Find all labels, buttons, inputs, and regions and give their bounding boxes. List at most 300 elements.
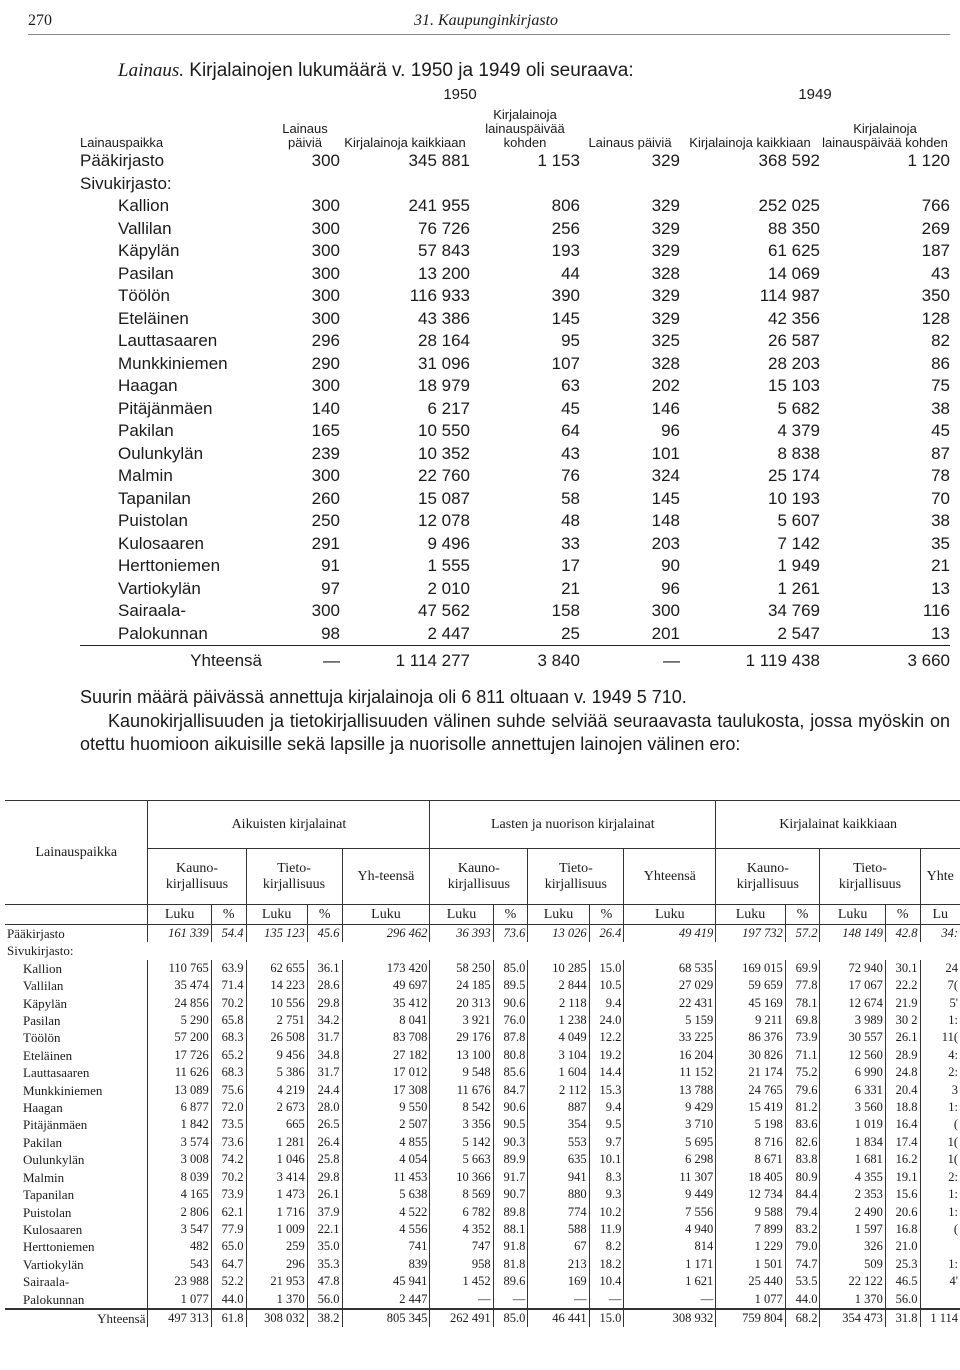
cell-value: 76 726 [418, 218, 470, 238]
cell-value: 17 726 [148, 1047, 211, 1064]
cell-value: 145 [651, 488, 680, 508]
cell-value: 5 607 [777, 511, 820, 530]
cell-value: 588 [528, 1221, 589, 1238]
cell-value: 34.2 [307, 1012, 342, 1029]
cell-value: 5 142 [430, 1134, 493, 1151]
table-row [5, 1273, 960, 1290]
cell-value: 9.5 [589, 1116, 624, 1133]
table-row [5, 995, 960, 1012]
place-name: Pasilan [118, 263, 174, 283]
cell-value: 250 [311, 511, 340, 530]
table-row [80, 465, 950, 488]
cell-value: 9 429 [624, 1099, 716, 1116]
cell-value: 10 352 [418, 443, 470, 463]
unit-count: Luku [342, 905, 430, 925]
cell-value: 85.6 [493, 1064, 528, 1081]
cell-value: 24 [920, 960, 960, 977]
table-row [80, 150, 950, 173]
cell-value: 27 182 [342, 1047, 430, 1064]
place-name: Vallilan [118, 218, 172, 238]
total-value: 354 473 [820, 1309, 885, 1327]
cell-value: 165 [311, 421, 340, 440]
cell-value: 1 501 [716, 1256, 785, 1273]
cell-value: 1: [920, 1256, 960, 1273]
fiction-table [5, 800, 960, 1327]
cell-value: 239 [311, 443, 340, 463]
cell-value: 256 [551, 218, 580, 238]
cell-value: 89.6 [493, 1273, 528, 1290]
cell-value: 158 [551, 601, 580, 620]
cell-value: 11.9 [589, 1221, 624, 1238]
cell-value: 11 152 [624, 1064, 716, 1081]
cell-value: 12 078 [418, 511, 470, 530]
cell-value: 6 331 [820, 1082, 885, 1099]
cell-value: 169 015 [716, 960, 785, 977]
cell-value: 1 834 [820, 1134, 885, 1151]
cell-value: 90.3 [493, 1134, 528, 1151]
unit-percent: % [493, 905, 528, 925]
cell-value: 197 732 [716, 925, 785, 943]
table-row [80, 308, 950, 331]
cell-value: 34.8 [307, 1047, 342, 1064]
cell-value: 2 751 [246, 1012, 307, 1029]
cell-value: 1 681 [820, 1151, 885, 1168]
cell-value: 12.2 [589, 1029, 624, 1046]
page-number: 270 [28, 12, 52, 29]
cell-value: 2 112 [528, 1082, 589, 1099]
cell-value: 4' [920, 1273, 960, 1290]
cell-value: 57 200 [148, 1029, 211, 1046]
total-value: 1 114 [920, 1309, 960, 1327]
table-row [5, 1204, 960, 1221]
cell-value: 95 [561, 331, 580, 350]
cell-value: 3 560 [820, 1099, 885, 1116]
cell-value: 958 [430, 1256, 493, 1273]
cell-value: 11 626 [148, 1064, 211, 1081]
cell-value: 1 604 [528, 1064, 589, 1081]
cell-value: 300 [311, 286, 340, 305]
cell-value: 28.0 [307, 1099, 342, 1116]
table-row [5, 1029, 960, 1046]
table-row [5, 1186, 960, 1203]
place-name: Pääkirjasto [7, 926, 65, 941]
cell-value: 300 [651, 601, 680, 620]
cell-value: 1 153 [537, 151, 580, 170]
total-value: 46 441 [528, 1309, 589, 1327]
cell-value: 741 [342, 1238, 430, 1255]
cell-value: 24 765 [716, 1082, 785, 1099]
cell-value: 91.7 [493, 1169, 528, 1186]
total-value: 3 660 [820, 646, 950, 673]
cell-value: 18.2 [589, 1256, 624, 1273]
place-name: Sairaala- [118, 601, 187, 620]
cell-value: 1 370 [246, 1291, 307, 1309]
cell-value: 37.9 [307, 1204, 342, 1221]
place-name: Palokunnan [23, 1291, 85, 1307]
cell-value: 83.8 [785, 1151, 820, 1168]
cell-value: 17 012 [342, 1064, 430, 1081]
cell-value: 79.6 [785, 1082, 820, 1099]
cell-value: 33 225 [624, 1029, 716, 1046]
unit-count: Luku [528, 905, 589, 925]
table-row [5, 1116, 960, 1133]
total-value: 31.8 [885, 1309, 920, 1327]
cell-value: 1: [920, 1099, 960, 1116]
cell-value: 19.2 [589, 1047, 624, 1064]
cell-value: 28.6 [307, 977, 342, 994]
cell-value: 300 [311, 601, 340, 620]
total-value: 759 804 [716, 1309, 785, 1327]
cell-value: 83 708 [342, 1029, 430, 1046]
cell-value: 3 008 [148, 1151, 211, 1168]
cell-value: 78 [931, 466, 950, 485]
cell-value: 880 [528, 1186, 589, 1203]
cell-value: 9 550 [342, 1099, 430, 1116]
cell-value: 43 [561, 443, 580, 463]
cell-value: 49 419 [624, 925, 716, 943]
cell-value: 25.3 [885, 1256, 920, 1273]
adult-total: Yh-teensä [342, 849, 430, 905]
place-name: Lauttasaaren [118, 331, 218, 350]
cell-value: 89.5 [493, 977, 528, 994]
cell-value: 9 211 [716, 1012, 785, 1029]
unit-count: Luku [624, 905, 716, 925]
paragraph-max-day: Suurin määrä päivässä annettuja kirjalainoja oli 6 811 oltuaan v. 1949 5 710. [80, 687, 687, 707]
cell-value: 10 550 [418, 421, 470, 440]
cell-value: 3 547 [148, 1221, 211, 1238]
cell-value: 15.3 [589, 1082, 624, 1099]
cell-value: 9.7 [589, 1134, 624, 1151]
cell-value: 1 621 [624, 1273, 716, 1290]
cell-value: 173 420 [342, 960, 430, 977]
place-name: Eteläinen [118, 308, 189, 328]
cell-value: 25 [561, 623, 580, 643]
cell-value: 64 [561, 421, 580, 440]
cell-value: 148 149 [820, 925, 885, 943]
cell-value: 58 [561, 488, 580, 508]
cell-value: 31 096 [418, 353, 470, 373]
cell-value: 36.1 [307, 960, 342, 977]
cell-value: 2: [920, 1169, 960, 1186]
cell-value: 1 842 [148, 1116, 211, 1133]
cell-value: 45 [931, 421, 950, 440]
cell-value: 61 625 [768, 241, 820, 260]
cell-value: 24 185 [430, 977, 493, 994]
cell-value: 24.8 [885, 1064, 920, 1081]
cell-value: 45 169 [716, 995, 785, 1012]
unit-count: Luku [148, 905, 211, 925]
cell-value: 3 574 [148, 1134, 211, 1151]
total-value: 308 032 [246, 1309, 307, 1327]
cell-value: 45 [561, 398, 580, 418]
cell-value: 326 [820, 1238, 885, 1255]
cell-value: 25 174 [768, 466, 820, 485]
cell-value: 6 782 [430, 1204, 493, 1221]
cell-value: 5 663 [430, 1151, 493, 1168]
cell-value: 329 [651, 218, 680, 238]
cell-value: 1 077 [716, 1291, 785, 1309]
cell-value: 140 [311, 398, 340, 418]
table-row [5, 1169, 960, 1186]
cell-value: 91 [321, 556, 340, 575]
cell-value: 9 496 [427, 533, 470, 553]
cell-value: 6 990 [820, 1064, 885, 1081]
total-row [80, 646, 950, 673]
cell-value: 30.1 [885, 960, 920, 977]
table-row [80, 443, 950, 466]
cell-value: 35 412 [342, 995, 430, 1012]
unit-count: Luku [430, 905, 493, 925]
place-name: Vallilan [23, 978, 64, 994]
cell-value: 324 [651, 466, 680, 485]
cell-value: 74.2 [211, 1151, 246, 1168]
cell-value: 12 734 [716, 1186, 785, 1203]
cell-value: 52.2 [211, 1273, 246, 1290]
cell-value: 13 200 [418, 263, 470, 283]
unit-count: Lu [920, 905, 960, 925]
cell-value: 18.8 [885, 1099, 920, 1116]
cell-value: 328 [651, 353, 680, 373]
cell-value: 86 376 [716, 1029, 785, 1046]
cell-value: 110 765 [148, 960, 211, 977]
place-name: Käpylän [118, 241, 180, 260]
cell-value: 85.0 [493, 960, 528, 977]
cell-value: 30 557 [820, 1029, 885, 1046]
cell-value: 89.8 [493, 1204, 528, 1221]
cell-value: 2 844 [528, 977, 589, 994]
cell-value: 203 [651, 533, 680, 553]
cell-value: 87.8 [493, 1029, 528, 1046]
place-name: Oulunkylän [23, 1152, 85, 1168]
sivukirjasto-label: Sivukirjasto: [80, 173, 172, 193]
total-row [5, 1309, 960, 1327]
cell-value: 15 087 [418, 488, 470, 508]
cell-value: 57 843 [418, 241, 470, 260]
cell-value: 8 838 [777, 443, 820, 463]
cell-value: 91.8 [493, 1238, 528, 1255]
cell-value: 63 [561, 376, 580, 395]
place-name: Pakilan [118, 421, 174, 440]
col-days-1949: Lainaus päiviä [588, 135, 672, 150]
cell-value: 82 [931, 331, 950, 350]
total-value: 3 840 [470, 646, 580, 673]
cell-value: 128 [921, 308, 950, 328]
cell-value: 22.2 [885, 977, 920, 994]
cell-value: 1 370 [820, 1291, 885, 1309]
cell-value: 1 716 [246, 1204, 307, 1221]
cell-value: 300 [311, 151, 340, 170]
cell-value: 1 009 [246, 1221, 307, 1238]
place-name: Herttoniemen [118, 556, 221, 575]
table-row [80, 398, 950, 421]
col-total-1949: Kirjalainoja kaikkiaan [689, 135, 811, 150]
cell-value: 13 [931, 623, 950, 643]
cell-value: 26.5 [307, 1116, 342, 1133]
cell-value: 635 [528, 1151, 589, 1168]
unit-count: Luku [716, 905, 785, 925]
cell-value: 300 [311, 218, 340, 238]
cell-value: 28.9 [885, 1047, 920, 1064]
place-name: Vartiokylän [23, 1256, 84, 1272]
cell-value: 2 806 [148, 1204, 211, 1221]
cell-value: 325 [651, 331, 680, 350]
cell-value: 3 414 [246, 1169, 307, 1186]
cell-value [920, 1291, 960, 1309]
cell-value: 21 [931, 556, 950, 575]
page-header [28, 10, 950, 35]
place-name: Pasilan [23, 1013, 61, 1029]
cell-value: — [589, 1291, 624, 1309]
cell-value: 8 671 [716, 1151, 785, 1168]
place-name: Käpylän [23, 995, 68, 1011]
cell-value: 24.4 [307, 1082, 342, 1099]
cell-value: 329 [651, 286, 680, 305]
cell-value: 26 508 [246, 1029, 307, 1046]
cell-value: 4 049 [528, 1029, 589, 1046]
cell-value: 26.1 [307, 1186, 342, 1203]
table-row [80, 420, 950, 443]
table-row [80, 285, 950, 308]
cell-value: 9.3 [589, 1186, 624, 1203]
cell-value: 3 710 [624, 1116, 716, 1133]
cell-value: 1 261 [777, 578, 820, 598]
cell-value: 101 [651, 443, 680, 463]
cell-value: 15 419 [716, 1099, 785, 1116]
cell-value: 4 855 [342, 1134, 430, 1151]
cell-value: 24 856 [148, 995, 211, 1012]
cell-value: 53.5 [785, 1273, 820, 1290]
cell-value: 76 [561, 466, 580, 485]
total-value: 1 114 277 [340, 646, 470, 673]
cell-value: 23 988 [148, 1273, 211, 1290]
cell-value: — [493, 1291, 528, 1309]
place-name: Puistolan [23, 1204, 72, 1220]
cell-value: 329 [651, 241, 680, 260]
youth-total: Yhteensä [624, 849, 716, 905]
cell-value: 1 281 [246, 1134, 307, 1151]
place-name: Pakilan [23, 1134, 62, 1150]
cell-value: 75.6 [211, 1082, 246, 1099]
cell-value: 74.7 [785, 1256, 820, 1273]
cell-value: 89.9 [493, 1151, 528, 1168]
cell-value: 806 [551, 196, 580, 215]
cell-value: 96 [661, 578, 680, 598]
unit-percent: % [211, 905, 246, 925]
cell-value: 57.2 [785, 925, 820, 943]
group-youth: Lasten ja nuorison kirjalainat [430, 801, 716, 849]
cell-value: 16.2 [885, 1151, 920, 1168]
cell-value: 49 697 [342, 977, 430, 994]
cell-value: 12 560 [820, 1047, 885, 1064]
cell-value: 13 788 [624, 1082, 716, 1099]
cell-value: 4 165 [148, 1186, 211, 1203]
place-name: Kallion [118, 196, 170, 215]
cell-value: 44 [561, 263, 580, 283]
cell-value: 213 [528, 1256, 589, 1273]
cell-value: 814 [624, 1238, 716, 1255]
cell-value: 47 562 [418, 601, 470, 620]
cell-value: 553 [528, 1134, 589, 1151]
cell-value: 10.4 [589, 1273, 624, 1290]
cell-value: 20.4 [885, 1082, 920, 1099]
cell-value: 329 [651, 196, 680, 215]
cell-value: 8 542 [430, 1099, 493, 1116]
all-kauno: Kauno-kirjallisuus [716, 849, 820, 905]
cell-value: 4 522 [342, 1204, 430, 1221]
place-name: Töölön [23, 1030, 61, 1046]
cell-value: 20 313 [430, 995, 493, 1012]
cell-value: 73.5 [211, 1116, 246, 1133]
cell-value: 2: [920, 1064, 960, 1081]
cell-value: 354 [528, 1116, 589, 1133]
table-row [80, 488, 950, 511]
cell-value: 201 [651, 623, 680, 643]
table-row [5, 1291, 960, 1309]
total-label: Yhteensä [5, 1309, 148, 1327]
cell-value: 300 [311, 241, 340, 260]
cell-value: 1: [920, 1012, 960, 1029]
col-total-1950: Kirjalainoja kaikkiaan [344, 135, 466, 150]
cell-value: 350 [921, 286, 950, 305]
total-value: 1 119 438 [680, 646, 820, 673]
cell-value: 3 356 [430, 1116, 493, 1133]
cell-value: 48 [561, 511, 580, 530]
cell-value: 8 569 [430, 1186, 493, 1203]
cell-value: 98 [321, 623, 340, 643]
cell-value: 35 474 [148, 977, 211, 994]
cell-value: 7( [920, 977, 960, 994]
cell-value: 42 356 [768, 308, 820, 328]
cell-value: 30 2 [885, 1012, 920, 1029]
cell-value: 12 674 [820, 995, 885, 1012]
cell-value: 2 490 [820, 1204, 885, 1221]
cell-value: 83.6 [785, 1116, 820, 1133]
year-1949: 1949 [798, 86, 832, 103]
table-row [5, 1238, 960, 1255]
cell-value: 4 940 [624, 1221, 716, 1238]
cell-value: 839 [342, 1256, 430, 1273]
cell-value: 29.8 [307, 995, 342, 1012]
table-row [5, 1012, 960, 1029]
cell-value: 9 456 [246, 1047, 307, 1064]
group-adult: Aikuisten kirjalainat [148, 801, 430, 849]
col-perday-1950: Kirjalainoja lainauspäivää kohden [485, 107, 565, 150]
cell-value: 291 [311, 533, 340, 553]
cell-value: 90.7 [493, 1186, 528, 1203]
cell-value: 44.0 [211, 1291, 246, 1309]
cell-value: 15.0 [589, 960, 624, 977]
cell-value: 45 941 [342, 1273, 430, 1290]
cell-value [920, 1238, 960, 1255]
cell-value: 72.0 [211, 1099, 246, 1116]
col-perday-1949: Kirjalainoja lainauspäivää kohden [822, 121, 948, 150]
cell-value: 68 535 [624, 960, 716, 977]
cell-value: 38 [931, 511, 950, 530]
table-row [80, 263, 950, 286]
place-name: Munkkiniemen [23, 1082, 103, 1098]
cell-value: 290 [311, 353, 340, 373]
cell-value: 766 [921, 196, 950, 215]
cell-value: 71.4 [211, 977, 246, 994]
cell-value: 5 638 [342, 1186, 430, 1203]
cell-value: 202 [651, 376, 680, 395]
cell-value: 747 [430, 1238, 493, 1255]
table-row [5, 1221, 960, 1238]
cell-value: 1 597 [820, 1221, 885, 1238]
cell-value: 13 [931, 578, 950, 598]
cell-value: 4 054 [342, 1151, 430, 1168]
total-value: 68.2 [785, 1309, 820, 1327]
